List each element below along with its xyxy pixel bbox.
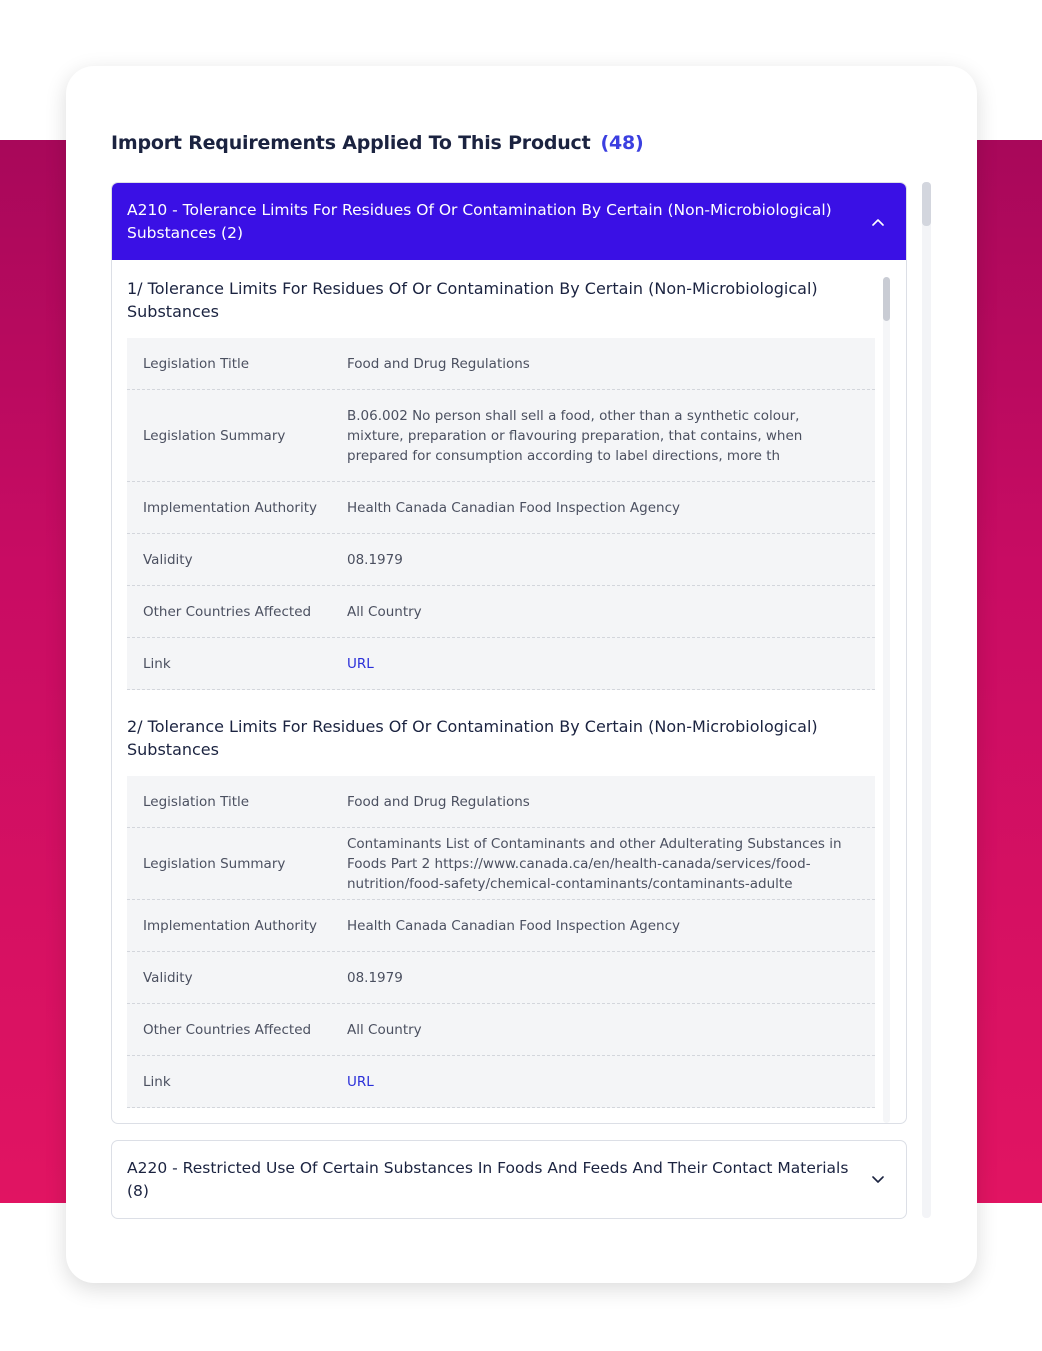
- detail-row-legislation-summary: [127, 390, 875, 482]
- detail-key: Validity: [143, 969, 193, 986]
- detail-key: Implementation Authority: [143, 917, 317, 934]
- inner-scrollbar-thumb[interactable]: [883, 277, 890, 321]
- detail-row-implementation-authority: [127, 900, 875, 952]
- item-1-details-table: [127, 338, 875, 690]
- accordion-a220-header[interactable]: [111, 1140, 907, 1219]
- detail-key: Link: [143, 1073, 171, 1090]
- detail-row-legislation-title: [127, 338, 875, 390]
- detail-value: All Country: [347, 603, 422, 620]
- detail-value: B.06.002 No person shall sell a food, other than a synthetic colour, mixture, preparation or flavouring preparation, that contains, when prepared for consumption according to label directions, more th: [347, 407, 803, 464]
- detail-row-other-countries: [127, 1004, 875, 1056]
- detail-row-link: [127, 638, 875, 690]
- detail-key: Other Countries Affected: [143, 603, 312, 620]
- item-2-details-table: [127, 776, 875, 1108]
- detail-row-validity: [127, 534, 875, 586]
- detail-row-link: [127, 1056, 875, 1108]
- detail-key: Legislation Summary: [143, 855, 286, 872]
- accordion-a220-title: A220 - Restricted Use Of Certain Substances In Foods And Feeds And Their Contact Materials (8): [127, 1158, 849, 1200]
- outer-scrollbar-track[interactable]: [922, 182, 931, 1218]
- detail-key: Validity: [143, 551, 193, 568]
- detail-value: All Country: [347, 1021, 422, 1038]
- detail-key: Other Countries Affected: [143, 1021, 312, 1038]
- chevron-up-icon[interactable]: [870, 214, 886, 230]
- detail-value: Health Canada Canadian Food Inspection Agency: [347, 917, 681, 934]
- accordion-a210-body: [112, 260, 906, 1123]
- inner-scrollbar-track[interactable]: [883, 277, 890, 1123]
- detail-row-legislation-title: [127, 776, 875, 828]
- page-title-text: Import Requirements Applied To This Product: [111, 132, 591, 154]
- detail-value: Food and Drug Regulations: [347, 793, 530, 810]
- detail-key: Link: [143, 655, 171, 672]
- detail-key: Legislation Summary: [143, 427, 286, 444]
- accordion-a210: [111, 182, 907, 1124]
- detail-row-implementation-authority: [127, 482, 875, 534]
- detail-row-validity: [127, 952, 875, 1004]
- url-link[interactable]: URL: [347, 655, 374, 672]
- detail-value: 08.1979: [347, 551, 403, 568]
- url-link[interactable]: URL: [347, 1073, 374, 1090]
- detail-key: Implementation Authority: [143, 499, 317, 516]
- detail-value: Contaminants List of Contaminants and other Adulterating Substances in Foods Part 2 https://www.canada.ca/en/health-canada/services/food-nutrition/food-safety/chemical-contaminants/contaminants-adulte: [347, 835, 842, 892]
- page-title: [111, 132, 644, 154]
- item-1-title: 1/ Tolerance Limits For Residues Of Or Contamination By Certain (Non-Microbiological) Substances: [127, 279, 818, 321]
- requirements-card: [66, 66, 977, 1283]
- detail-value: Health Canada Canadian Food Inspection Agency: [347, 499, 681, 516]
- item-2-title: 2/ Tolerance Limits For Residues Of Or Contamination By Certain (Non-Microbiological) Substances: [127, 717, 818, 759]
- detail-key: Legislation Title: [143, 355, 250, 372]
- outer-scrollbar-thumb[interactable]: [922, 182, 931, 226]
- requirements-count: (48): [600, 132, 644, 154]
- chevron-down-icon[interactable]: [870, 1172, 886, 1188]
- detail-key: Legislation Title: [143, 793, 250, 810]
- detail-row-legislation-summary: [127, 828, 875, 900]
- accordion-a210-title: A210 - Tolerance Limits For Residues Of Or Contamination By Certain (Non-Microbiological) Substances (2): [127, 200, 832, 242]
- accordion-a210-header[interactable]: [112, 183, 906, 260]
- detail-value: 08.1979: [347, 969, 403, 986]
- detail-value: Food and Drug Regulations: [347, 355, 530, 372]
- detail-row-other-countries: [127, 586, 875, 638]
